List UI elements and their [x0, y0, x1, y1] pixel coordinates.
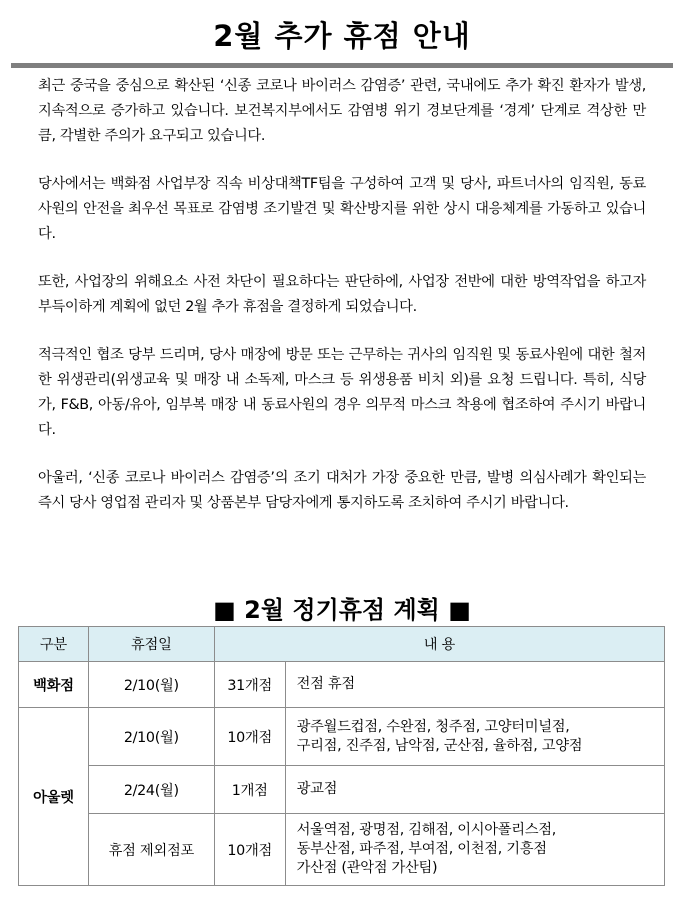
date-cell: 휴점 제외점포 [88, 814, 214, 886]
date-cell: 2/10(월) [88, 662, 214, 708]
section-title: ■ 2월 정기휴점 계획 ■ [213, 596, 471, 624]
store-line: 서울역점, 광명점, 김해점, 이시아폴리스점, [296, 822, 557, 838]
category-cell: 아울렛 [19, 708, 89, 886]
header-date: 휴점일 [88, 627, 214, 662]
stores-cell [285, 814, 664, 886]
title-divider [11, 63, 673, 68]
header-content: 내 용 [214, 627, 664, 662]
paragraph: 아울러, ‘신종 코로나 바이러스 감염증’의 조기 대처가 가장 중요한 만큼, 발병 의심사례가 확인되는 즉시 당사 영업점 관리자 및 상품본부 담당자에게 통지하도록 조치하여 주시기 바랍니다. [38, 470, 646, 511]
category-cell: 백화점 [19, 662, 89, 708]
store-line: 구리점, 진주점, 남악점, 군산점, 율하점, 고양점 [296, 737, 583, 754]
store-line: 광주월드컵점, 수완점, 청주점, 고양터미널점, [296, 718, 570, 735]
closure-schedule-table [18, 626, 665, 886]
stores-cell [285, 708, 664, 766]
table-row [19, 814, 665, 886]
table-row [19, 766, 665, 814]
notice-body [38, 74, 646, 539]
store-line: 광교점 [296, 781, 338, 797]
table-row [19, 708, 665, 766]
paragraph: 또한, 사업장의 위해요소 사전 차단이 필요하다는 판단하에, 사업장 전반에 대한 방역작업을 하고자 부득이하게 계획에 없던 2월 추가 휴점을 결정하게 되었습니다. [38, 274, 646, 315]
stores-cell [285, 766, 664, 814]
header-category: 구분 [19, 627, 89, 662]
page-title: 2월 추가 휴점 안내 [213, 19, 471, 53]
count-cell: 10개점 [214, 708, 285, 766]
date-cell: 2/24(월) [88, 766, 214, 814]
store-line: 가산점 (관악점 가산팀) [296, 860, 438, 876]
table-row [19, 662, 665, 708]
table-header-row [19, 627, 665, 662]
count-cell: 10개점 [214, 814, 285, 886]
paragraph: 적극적인 협조 당부 드리며, 당사 매장에 방문 또는 근무하는 귀사의 임직원 및 동료사원에 대한 철저한 위생관리(위생교육 및 매장 내 소독제, 마스크 등 위생용품 비치 외)를 요청 드립니다. 특히, 식당가, F&B, 아동/유아, 임부복 매장 내 동료사원의 경우 의무적 마스크 착용에 협조하여 주시기 바랍니다. [38, 347, 646, 438]
store-line: 동부산점, 파주점, 부여점, 이천점, 기흥점 [296, 841, 547, 857]
stores-cell [285, 662, 664, 708]
count-cell: 1개점 [214, 766, 285, 814]
store-line: 전점 휴점 [296, 676, 355, 692]
paragraph: 최근 중국을 중심으로 확산된 ‘신종 코로나 바이러스 감염증’ 관련, 국내에도 추가 확진 환자가 발생, 지속적으로 증가하고 있습니다. 보건복지부에서도 감염병 위기 경보단계를 ‘경계’ 단계로 격상한 만큼, 각별한 주의가 요구되고 있습니다. [38, 78, 646, 144]
paragraph: 당사에서는 백화점 사업부장 직속 비상대책TF팀을 구성하여 고객 및 당사, 파트너사의 임직원, 동료사원의 안전을 최우선 목표로 감염병 조기발견 및 확산방지를 위한 상시 대응체계를 가동하고 있습니다. [38, 176, 646, 242]
date-cell: 2/10(월) [88, 708, 214, 766]
count-cell: 31개점 [214, 662, 285, 708]
